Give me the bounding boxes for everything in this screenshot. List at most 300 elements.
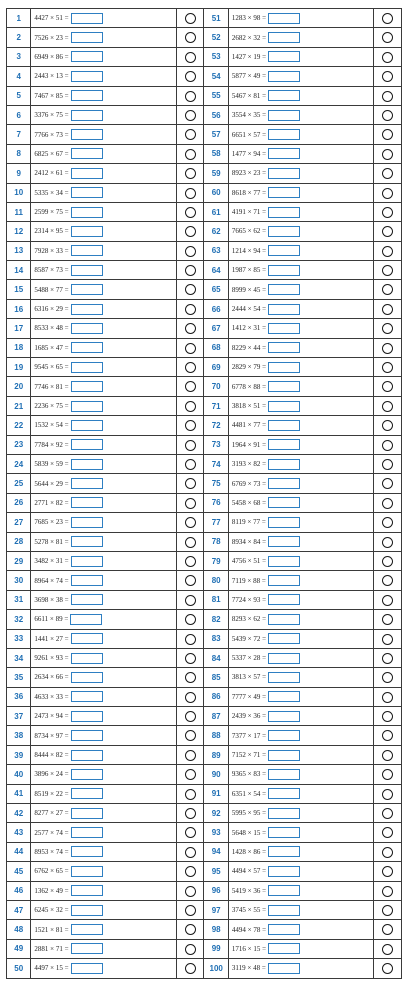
answer-box-right[interactable] <box>268 13 300 24</box>
answer-box-left[interactable] <box>71 323 103 334</box>
check-circle-right[interactable] <box>382 730 393 741</box>
check-circle-left[interactable] <box>185 692 196 703</box>
check-circle-left[interactable] <box>185 226 196 237</box>
check-circle-right[interactable] <box>382 789 393 800</box>
check-circle-left[interactable] <box>185 207 196 218</box>
check-cell-left <box>177 939 204 958</box>
problem-expression-left: 2412 × 61 = <box>34 169 69 178</box>
problem-expression-right: 7119 × 88 = <box>231 576 266 585</box>
answer-box-right[interactable] <box>268 207 300 218</box>
check-circle-right[interactable] <box>382 343 393 354</box>
check-circle-left[interactable] <box>185 13 196 24</box>
check-circle-left[interactable] <box>185 866 196 877</box>
answer-box-right[interactable] <box>268 401 300 412</box>
check-circle-right[interactable] <box>382 420 393 431</box>
answer-box-left[interactable] <box>71 963 103 974</box>
check-circle-left[interactable] <box>185 284 196 295</box>
check-circle-right[interactable] <box>382 52 393 63</box>
check-circle-right[interactable] <box>382 866 393 877</box>
answer-box-right[interactable] <box>268 808 300 819</box>
check-cell-right <box>374 358 402 377</box>
answer-box-right[interactable] <box>268 304 300 315</box>
check-circle-left[interactable] <box>185 71 196 82</box>
answer-box-right[interactable] <box>268 245 300 256</box>
answer-box-left[interactable] <box>71 846 103 857</box>
answer-box-right[interactable] <box>268 265 300 276</box>
problem-expression-right: 3813 × 57 = <box>231 673 267 682</box>
answer-box-right[interactable] <box>268 846 300 857</box>
problem-cell-left <box>31 784 177 803</box>
check-circle-right[interactable] <box>382 750 393 761</box>
answer-box-left[interactable] <box>71 691 103 702</box>
check-circle-left[interactable] <box>185 323 196 334</box>
problem-number-left: 28 <box>7 532 31 551</box>
problem-expression-left: 6762 × 65 = <box>34 867 69 876</box>
check-cell-left <box>177 86 204 105</box>
check-cell-right <box>374 939 402 958</box>
problem-expression-right: 8923 × 23 = <box>231 169 267 178</box>
answer-box-right[interactable] <box>268 885 300 896</box>
check-circle-right[interactable] <box>382 847 393 858</box>
check-circle-left[interactable] <box>185 924 196 935</box>
answer-box-right[interactable] <box>268 594 300 605</box>
answer-box-right[interactable] <box>268 750 300 761</box>
problem-number-left: 37 <box>7 707 31 726</box>
problem-number-right: 51 <box>204 9 228 28</box>
check-circle-left[interactable] <box>185 517 196 528</box>
check-circle-left[interactable] <box>185 556 196 567</box>
answer-box-left[interactable] <box>71 808 103 819</box>
check-cell-left <box>177 726 204 745</box>
check-circle-right[interactable] <box>382 963 393 974</box>
answer-box-right[interactable] <box>268 711 300 722</box>
answer-box-right[interactable] <box>268 129 300 140</box>
answer-box-left[interactable] <box>71 245 103 256</box>
check-cell-left <box>177 648 204 667</box>
check-circle-right[interactable] <box>382 769 393 780</box>
check-circle-left[interactable] <box>185 381 196 392</box>
check-circle-right[interactable] <box>382 537 393 548</box>
problem-row <box>7 319 402 338</box>
problem-expression-right: 1412 × 31 = <box>231 324 267 333</box>
answer-box-left[interactable] <box>71 401 103 412</box>
answer-box-left[interactable] <box>71 381 103 392</box>
problem-expression-right: 7152 × 71 = <box>231 751 267 760</box>
answer-box-left[interactable] <box>71 284 103 295</box>
check-circle-right[interactable] <box>382 401 393 412</box>
problem-cell-right <box>228 144 374 163</box>
problem-expression-left: 2634 × 66 = <box>34 673 69 682</box>
answer-box-left[interactable] <box>71 265 103 276</box>
check-circle-right[interactable] <box>382 91 393 102</box>
problem-cell-left <box>31 261 177 280</box>
answer-box-right[interactable] <box>268 381 300 392</box>
problem-number-left: 44 <box>7 842 31 861</box>
answer-box-right[interactable] <box>268 536 300 547</box>
answer-box-right[interactable] <box>268 497 300 508</box>
check-circle-left[interactable] <box>185 188 196 199</box>
problem-cell-left <box>31 629 177 648</box>
check-circle-right[interactable] <box>382 905 393 916</box>
answer-box-left[interactable] <box>71 226 103 237</box>
check-cell-left <box>177 183 204 202</box>
answer-box-left[interactable] <box>71 342 103 353</box>
answer-box-right[interactable] <box>268 71 300 82</box>
check-circle-left[interactable] <box>185 420 196 431</box>
check-cell-right <box>374 900 402 919</box>
problem-number-left: 25 <box>7 474 31 493</box>
problem-expression-left: 8964 × 74 = <box>34 576 69 585</box>
answer-box-right[interactable] <box>268 575 300 586</box>
check-circle-left[interactable] <box>185 265 196 276</box>
answer-box-left[interactable] <box>71 207 103 218</box>
answer-box-left[interactable] <box>71 827 103 838</box>
check-cell-left <box>177 513 204 532</box>
answer-box-left[interactable] <box>71 129 103 140</box>
check-circle-left[interactable] <box>185 789 196 800</box>
check-circle-left[interactable] <box>185 343 196 354</box>
check-circle-left[interactable] <box>185 129 196 140</box>
check-circle-left[interactable] <box>185 246 196 257</box>
problem-row <box>7 358 402 377</box>
check-circle-right[interactable] <box>382 924 393 935</box>
check-cell-left <box>177 474 204 493</box>
check-circle-left[interactable] <box>185 362 196 373</box>
problem-cell-right <box>228 551 374 570</box>
answer-box-right[interactable] <box>268 110 300 121</box>
problem-row <box>7 629 402 648</box>
check-cell-right <box>374 959 402 978</box>
answer-box-left[interactable] <box>71 536 103 547</box>
answer-box-right[interactable] <box>268 323 300 334</box>
problem-cell-left <box>31 493 177 512</box>
check-circle-right[interactable] <box>382 110 393 121</box>
answer-box-right[interactable] <box>268 90 300 101</box>
check-circle-right[interactable] <box>382 614 393 625</box>
check-circle-left[interactable] <box>185 963 196 974</box>
check-circle-left[interactable] <box>185 634 196 645</box>
problem-cell-right <box>228 881 374 900</box>
answer-box-left[interactable] <box>71 420 103 431</box>
answer-box-left[interactable] <box>70 614 102 625</box>
check-cell-right <box>374 280 402 299</box>
problem-expression-left: 5488 × 77 = <box>34 285 69 294</box>
check-circle-left[interactable] <box>185 769 196 780</box>
check-cell-left <box>177 532 204 551</box>
answer-box-left[interactable] <box>71 439 103 450</box>
problem-expression-right: 8229 × 44 = <box>231 343 267 352</box>
problem-number-right: 75 <box>204 474 228 493</box>
problem-number-right: 87 <box>204 707 228 726</box>
answer-box-left[interactable] <box>71 556 103 567</box>
answer-box-right[interactable] <box>268 769 300 780</box>
check-circle-right[interactable] <box>382 672 393 683</box>
answer-box-left[interactable] <box>71 905 103 916</box>
problem-cell-left <box>31 105 177 124</box>
check-circle-left[interactable] <box>185 478 196 489</box>
answer-box-left[interactable] <box>71 711 103 722</box>
check-circle-right[interactable] <box>382 71 393 82</box>
problem-expression-right: 8934 × 84 = <box>231 537 267 546</box>
answer-box-right[interactable] <box>268 614 300 625</box>
answer-box-left[interactable] <box>71 90 103 101</box>
check-cell-right <box>374 823 402 842</box>
problem-cell-right <box>228 571 374 590</box>
answer-box-right[interactable] <box>268 730 300 741</box>
problem-cell-right <box>228 183 374 202</box>
answer-box-left[interactable] <box>71 110 103 121</box>
problem-cell-right <box>228 590 374 609</box>
problem-expression-right: 3119 × 48 = <box>231 964 266 973</box>
answer-box-left[interactable] <box>71 750 103 761</box>
check-circle-right[interactable] <box>382 886 393 897</box>
problem-row <box>7 164 402 183</box>
check-circle-right[interactable] <box>382 207 393 218</box>
answer-box-right[interactable] <box>268 866 300 877</box>
answer-box-right[interactable] <box>268 226 300 237</box>
problem-cell-right <box>228 629 374 648</box>
check-circle-left[interactable] <box>185 149 196 160</box>
check-circle-left[interactable] <box>185 91 196 102</box>
check-circle-left[interactable] <box>185 827 196 838</box>
answer-box-left[interactable] <box>71 653 103 664</box>
problem-cell-right <box>228 687 374 706</box>
answer-box-right[interactable] <box>268 362 300 373</box>
check-circle-right[interactable] <box>382 246 393 257</box>
check-circle-right[interactable] <box>382 362 393 373</box>
check-circle-right[interactable] <box>382 478 393 489</box>
check-circle-left[interactable] <box>185 537 196 548</box>
answer-box-left[interactable] <box>71 497 103 508</box>
check-cell-left <box>177 396 204 415</box>
answer-box-right[interactable] <box>268 653 300 664</box>
answer-box-left[interactable] <box>71 304 103 315</box>
check-circle-right[interactable] <box>382 149 393 160</box>
problem-number-left: 45 <box>7 862 31 881</box>
check-circle-right[interactable] <box>382 304 393 315</box>
check-circle-right[interactable] <box>382 381 393 392</box>
check-circle-left[interactable] <box>185 886 196 897</box>
problem-number-right: 68 <box>204 338 228 357</box>
problem-cell-right <box>228 784 374 803</box>
check-circle-left[interactable] <box>185 459 196 470</box>
problem-expression-right: 2439 × 36 = <box>231 712 267 721</box>
problem-number-left: 39 <box>7 745 31 764</box>
problem-number-right: 79 <box>204 551 228 570</box>
check-circle-right[interactable] <box>382 459 393 470</box>
check-circle-left[interactable] <box>185 730 196 741</box>
check-circle-left[interactable] <box>185 905 196 916</box>
check-circle-right[interactable] <box>382 284 393 295</box>
check-circle-right[interactable] <box>382 323 393 334</box>
check-circle-right[interactable] <box>382 827 393 838</box>
answer-box-right[interactable] <box>268 943 300 954</box>
check-circle-right[interactable] <box>382 265 393 276</box>
check-circle-right[interactable] <box>382 440 393 451</box>
check-cell-right <box>374 707 402 726</box>
check-circle-left[interactable] <box>185 944 196 955</box>
answer-box-right[interactable] <box>268 556 300 567</box>
answer-box-right[interactable] <box>268 420 300 431</box>
check-cell-left <box>177 920 204 939</box>
answer-box-right[interactable] <box>268 633 300 644</box>
answer-box-right[interactable] <box>268 148 300 159</box>
check-circle-left[interactable] <box>185 440 196 451</box>
problem-number-left: 36 <box>7 687 31 706</box>
check-circle-right[interactable] <box>382 595 393 606</box>
answer-box-left[interactable] <box>71 187 103 198</box>
answer-box-right[interactable] <box>268 342 300 353</box>
problem-cell-left <box>31 862 177 881</box>
check-circle-right[interactable] <box>382 653 393 664</box>
problem-cell-left <box>31 377 177 396</box>
check-circle-right[interactable] <box>382 498 393 509</box>
answer-box-right[interactable] <box>268 284 300 295</box>
problem-expression-left: 1521 × 81 = <box>34 925 69 934</box>
check-circle-left[interactable] <box>185 653 196 664</box>
answer-box-right[interactable] <box>268 672 300 683</box>
check-circle-left[interactable] <box>185 32 196 43</box>
check-circle-left[interactable] <box>185 750 196 761</box>
check-circle-right[interactable] <box>382 575 393 586</box>
problem-expression-right: 7777 × 49 = <box>231 692 267 701</box>
problem-expression-right: 6651 × 57 = <box>231 130 267 139</box>
answer-box-right[interactable] <box>268 905 300 916</box>
problem-cell-right <box>228 164 374 183</box>
answer-box-right[interactable] <box>268 459 300 470</box>
check-cell-right <box>374 241 402 260</box>
answer-box-right[interactable] <box>268 963 300 974</box>
problem-cell-right <box>228 435 374 454</box>
answer-box-right[interactable] <box>268 788 300 799</box>
answer-box-left[interactable] <box>71 672 103 683</box>
check-circle-right[interactable] <box>382 129 393 140</box>
check-circle-left[interactable] <box>185 168 196 179</box>
problem-row <box>7 183 402 202</box>
check-circle-left[interactable] <box>185 614 196 625</box>
answer-box-left[interactable] <box>71 13 103 24</box>
answer-box-left[interactable] <box>71 362 103 373</box>
check-circle-left[interactable] <box>185 575 196 586</box>
problem-row <box>7 745 402 764</box>
answer-box-left[interactable] <box>71 594 103 605</box>
answer-box-right[interactable] <box>268 691 300 702</box>
answer-box-left[interactable] <box>71 32 103 43</box>
answer-box-left[interactable] <box>71 885 103 896</box>
answer-box-right[interactable] <box>268 827 300 838</box>
answer-box-left[interactable] <box>71 71 103 82</box>
check-cell-right <box>374 532 402 551</box>
answer-box-left[interactable] <box>71 769 103 780</box>
problem-cell-right <box>228 319 374 338</box>
check-circle-left[interactable] <box>185 52 196 63</box>
check-cell-right <box>374 920 402 939</box>
answer-box-left[interactable] <box>71 788 103 799</box>
problem-number-left: 2 <box>7 28 31 47</box>
problem-expression-right: 8119 × 77 = <box>231 518 266 527</box>
answer-box-left[interactable] <box>71 478 103 489</box>
answer-box-left[interactable] <box>71 168 103 179</box>
answer-box-left[interactable] <box>71 575 103 586</box>
problem-number-right: 53 <box>204 47 228 66</box>
answer-box-left[interactable] <box>71 517 103 528</box>
problem-row <box>7 396 402 415</box>
problem-expression-left: 2881 × 71 = <box>34 944 69 953</box>
answer-box-right[interactable] <box>268 187 300 198</box>
answer-box-left[interactable] <box>71 730 103 741</box>
check-circle-right[interactable] <box>382 556 393 567</box>
answer-box-left[interactable] <box>71 866 103 877</box>
answer-box-right[interactable] <box>268 924 300 935</box>
answer-box-left[interactable] <box>71 148 103 159</box>
problem-number-left: 26 <box>7 493 31 512</box>
check-circle-right[interactable] <box>382 517 393 528</box>
problem-expression-right: 5439 × 72 = <box>231 634 267 643</box>
problem-expression-right: 1214 × 94 = <box>231 246 267 255</box>
check-circle-left[interactable] <box>185 304 196 315</box>
problem-number-right: 91 <box>204 784 228 803</box>
answer-box-left[interactable] <box>71 924 103 935</box>
answer-box-left[interactable] <box>71 633 103 644</box>
answer-box-left[interactable] <box>71 459 103 470</box>
answer-box-right[interactable] <box>268 439 300 450</box>
check-circle-right[interactable] <box>382 168 393 179</box>
answer-box-right[interactable] <box>268 478 300 489</box>
check-circle-left[interactable] <box>185 672 196 683</box>
problem-cell-left <box>31 338 177 357</box>
check-circle-left[interactable] <box>185 711 196 722</box>
problem-number-right: 57 <box>204 125 228 144</box>
answer-box-left[interactable] <box>71 51 103 62</box>
answer-box-right[interactable] <box>268 32 300 43</box>
check-circle-left[interactable] <box>185 847 196 858</box>
check-circle-right[interactable] <box>382 188 393 199</box>
problem-expression-left: 3896 × 24 = <box>34 770 69 779</box>
check-circle-left[interactable] <box>185 110 196 121</box>
check-cell-right <box>374 9 402 28</box>
problem-cell-left <box>31 144 177 163</box>
check-circle-right[interactable] <box>382 944 393 955</box>
check-cell-left <box>177 881 204 900</box>
answer-box-right[interactable] <box>268 51 300 62</box>
answer-box-right[interactable] <box>268 168 300 179</box>
problem-number-right: 52 <box>204 28 228 47</box>
check-cell-right <box>374 765 402 784</box>
problem-number-left: 27 <box>7 513 31 532</box>
check-circle-left[interactable] <box>185 401 196 412</box>
check-cell-left <box>177 280 204 299</box>
check-circle-right[interactable] <box>382 226 393 237</box>
check-cell-left <box>177 629 204 648</box>
problem-number-right: 84 <box>204 648 228 667</box>
problem-row <box>7 222 402 241</box>
check-circle-left[interactable] <box>185 498 196 509</box>
check-circle-right[interactable] <box>382 808 393 819</box>
problem-number-left: 47 <box>7 900 31 919</box>
check-circle-left[interactable] <box>185 595 196 606</box>
problem-number-left: 16 <box>7 299 31 318</box>
check-circle-right[interactable] <box>382 32 393 43</box>
answer-box-right[interactable] <box>268 517 300 528</box>
problem-expression-right: 6351 × 54 = <box>231 789 267 798</box>
check-circle-right[interactable] <box>382 634 393 645</box>
answer-box-left[interactable] <box>71 943 103 954</box>
check-circle-left[interactable] <box>185 808 196 819</box>
check-circle-right[interactable] <box>382 711 393 722</box>
check-circle-right[interactable] <box>382 13 393 24</box>
check-circle-right[interactable] <box>382 692 393 703</box>
problem-row <box>7 610 402 629</box>
